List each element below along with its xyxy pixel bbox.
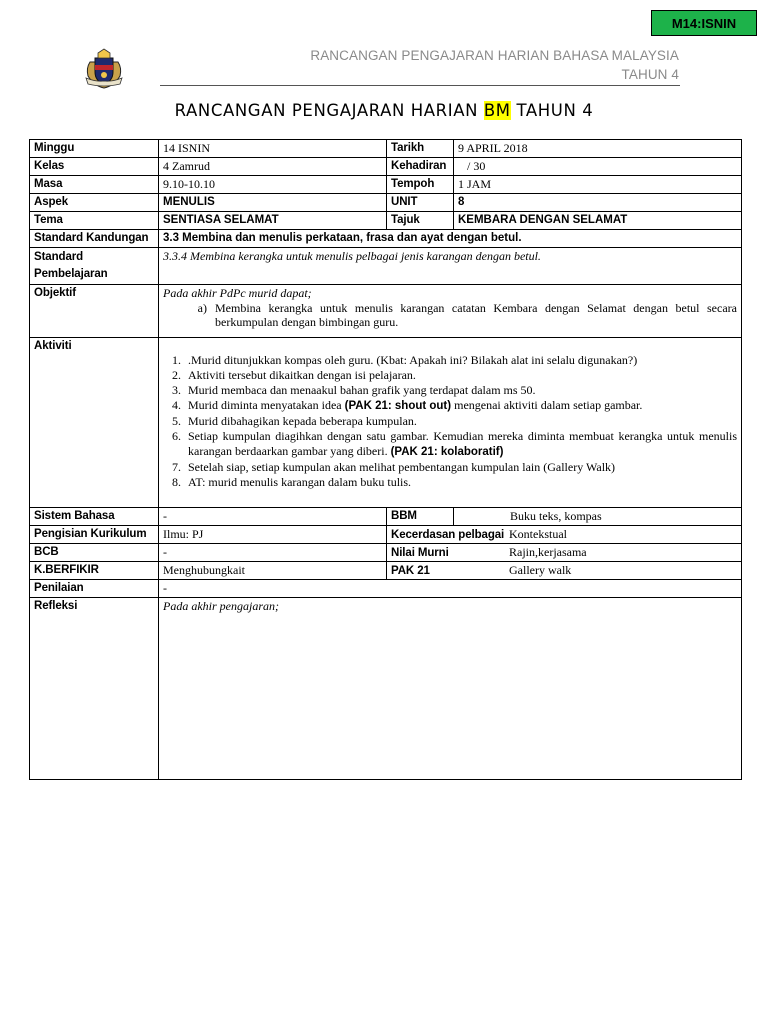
row-penilaian [30, 580, 742, 598]
value-objektif [159, 285, 742, 338]
value-pak21: Gallery walk [509, 563, 572, 577]
objektif-item [163, 301, 737, 329]
activity-text: Murid membaca dan menaakul bahan grafik yang terdapat dalam ms 50. [188, 383, 536, 397]
page-title [0, 101, 768, 120]
label-unit: UNIT [387, 194, 454, 212]
row-kberfikir [30, 562, 742, 580]
value-standard-pembelajaran: 3.3.4 Membina kerangka untuk menulis pelbagai jenis karangan dengan betul. [159, 248, 742, 285]
row-tema [30, 212, 742, 230]
row-standard-pembelajaran [30, 248, 742, 285]
value-bcb: - [159, 544, 387, 562]
value-nilai: Rajin,kerjasama [509, 545, 587, 559]
activity-item [184, 475, 737, 490]
label-kberfikir: K.BERFIKIR [30, 562, 159, 580]
row-kelas [30, 158, 742, 176]
label-aspek: Aspek [30, 194, 159, 212]
label-standard-pembelajaran-2: Pembelajaran [34, 268, 108, 280]
pak21-cell [387, 562, 742, 580]
label-penilaian: Penilaian [30, 580, 159, 598]
row-aktiviti [30, 338, 742, 508]
activity-text: .Murid ditunjukkan kompas oleh guru. (Kbat: Apakah ini? Bilakah alat ini selalu digunakan?) [188, 353, 638, 367]
title-highlight: BM [483, 101, 511, 120]
value-bbm-text: Buku teks, kompas [510, 509, 602, 523]
value-standard-kandungan: 3.3 Membina dan menulis perkataan, frasa dan ayat dengan betul. [159, 230, 742, 248]
label-pak21: PAK 21 [391, 565, 430, 577]
value-aktiviti [159, 338, 742, 508]
nilai-cell [387, 544, 742, 562]
activity-item [184, 383, 737, 398]
value-tajuk: KEMBARA DENGAN SELAMAT [454, 212, 742, 230]
label-tarikh: Tarikh [387, 140, 454, 158]
label-refleksi: Refleksi [30, 598, 159, 780]
activity-pak21-tag: (PAK 21: shout out) [344, 400, 452, 412]
value-refleksi: Pada akhir pengajaran; [159, 598, 742, 780]
value-kberfikir: Menghubungkait [159, 562, 387, 580]
label-tema: Tema [30, 212, 159, 230]
activity-item [184, 414, 737, 429]
activity-text: Murid diminta menyatakan idea [188, 398, 345, 412]
value-tema: SENTIASA SELAMAT [159, 212, 387, 230]
title-post: TAHUN 4 [510, 101, 594, 120]
objektif-marker: a) [197, 301, 207, 315]
value-sistem-bahasa: - [159, 508, 387, 526]
label-kelas: Kelas [30, 158, 159, 176]
row-minggu [30, 140, 742, 158]
row-standard-kandungan [30, 230, 742, 248]
activity-pak21-tag: (PAK 21: kolaboratif) [390, 446, 504, 458]
value-kehadiran: / 30 [454, 158, 742, 176]
label-tajuk: Tajuk [387, 212, 454, 230]
label-kecerdasan: Kecerdasan pelbagai [391, 529, 505, 541]
value-minggu: 14 ISNIN [159, 140, 387, 158]
label-objektif: Objektif [30, 285, 159, 338]
activity-item [184, 460, 737, 475]
value-masa: 9.10-10.10 [159, 176, 387, 194]
label-standard-kandungan: Standard Kandungan [30, 230, 159, 248]
activity-text-after: mengenai aktiviti dalam setiap gambar. [451, 398, 643, 412]
school-crest-icon [84, 48, 124, 90]
row-masa [30, 176, 742, 194]
value-tarikh: 9 APRIL 2018 [454, 140, 742, 158]
label-masa: Masa [30, 176, 159, 194]
row-objektif [30, 285, 742, 338]
row-refleksi [30, 598, 742, 780]
label-standard-pembelajaran-1: Standard [34, 251, 84, 263]
label-sistem-bahasa: Sistem Bahasa [30, 508, 159, 526]
value-unit: 8 [454, 194, 742, 212]
title-pre: RANCANGAN PENGAJARAN HARIAN [174, 101, 484, 120]
label-tempoh: Tempoh [387, 176, 454, 194]
label-bbm: BBM [387, 508, 454, 526]
label-kehadiran: Kehadiran [387, 158, 454, 176]
label-minggu: Minggu [30, 140, 159, 158]
week-day-tag: M14:ISNIN [651, 10, 757, 36]
value-tempoh: 1 JAM [454, 176, 742, 194]
activity-item [184, 398, 737, 414]
header-line-1: RANCANGAN PENGAJARAN HARIAN BAHASA MALAYSIA [310, 48, 679, 63]
row-pengisian [30, 526, 742, 544]
activity-item [184, 368, 737, 383]
label-bcb: BCB [30, 544, 159, 562]
activity-list [163, 353, 737, 490]
value-penilaian: - [159, 580, 742, 598]
document-header [310, 46, 679, 84]
value-pengisian: Ilmu: PJ [159, 526, 387, 544]
value-aspek: MENULIS [159, 194, 387, 212]
label-aktiviti: Aktiviti [30, 338, 159, 508]
label-pengisian: Pengisian Kurikulum [30, 526, 159, 544]
activity-text: AT: murid menulis karangan dalam buku tulis. [188, 475, 412, 489]
header-line-2: TAHUN 4 [621, 67, 679, 82]
row-bcb [30, 544, 742, 562]
value-kecerdasan: Kontekstual [509, 527, 567, 541]
label-nilai: Nilai Murni [391, 547, 449, 559]
value-kelas: 4 Zamrud [159, 158, 387, 176]
activity-text: Aktiviti tersebut dikaitkan dengan isi pelajaran. [188, 368, 416, 382]
activity-text: Setiap kumpulan diagihkan dengan satu gambar. Kemudian mereka diminta membuat kerangka untuk menulis karangan berdaarkan gambar yang diberi. [188, 429, 737, 458]
activity-item [184, 353, 737, 368]
row-aspek [30, 194, 742, 212]
value-bbm [454, 508, 742, 526]
header-divider [160, 85, 680, 86]
label-standard-pembelajaran [30, 248, 159, 285]
row-sistem-bahasa [30, 508, 742, 526]
objektif-text: Membina kerangka untuk menulis karangan catatan Kembara dengan Selamat dengan betul secara berkumpulan dengan bimbingan guru. [215, 301, 737, 329]
activity-item [184, 429, 737, 460]
kecerdasan-cell [387, 526, 742, 544]
activity-text: Setelah siap, setiap kumpulan akan melihat pembentangan kumpulan lain (Gallery Walk) [188, 460, 616, 474]
objektif-intro: Pada akhir PdPc murid dapat; [163, 286, 312, 300]
lesson-plan-table [29, 139, 742, 780]
activity-text: Murid dibahagikan kepada beberapa kumpulan. [188, 414, 417, 428]
